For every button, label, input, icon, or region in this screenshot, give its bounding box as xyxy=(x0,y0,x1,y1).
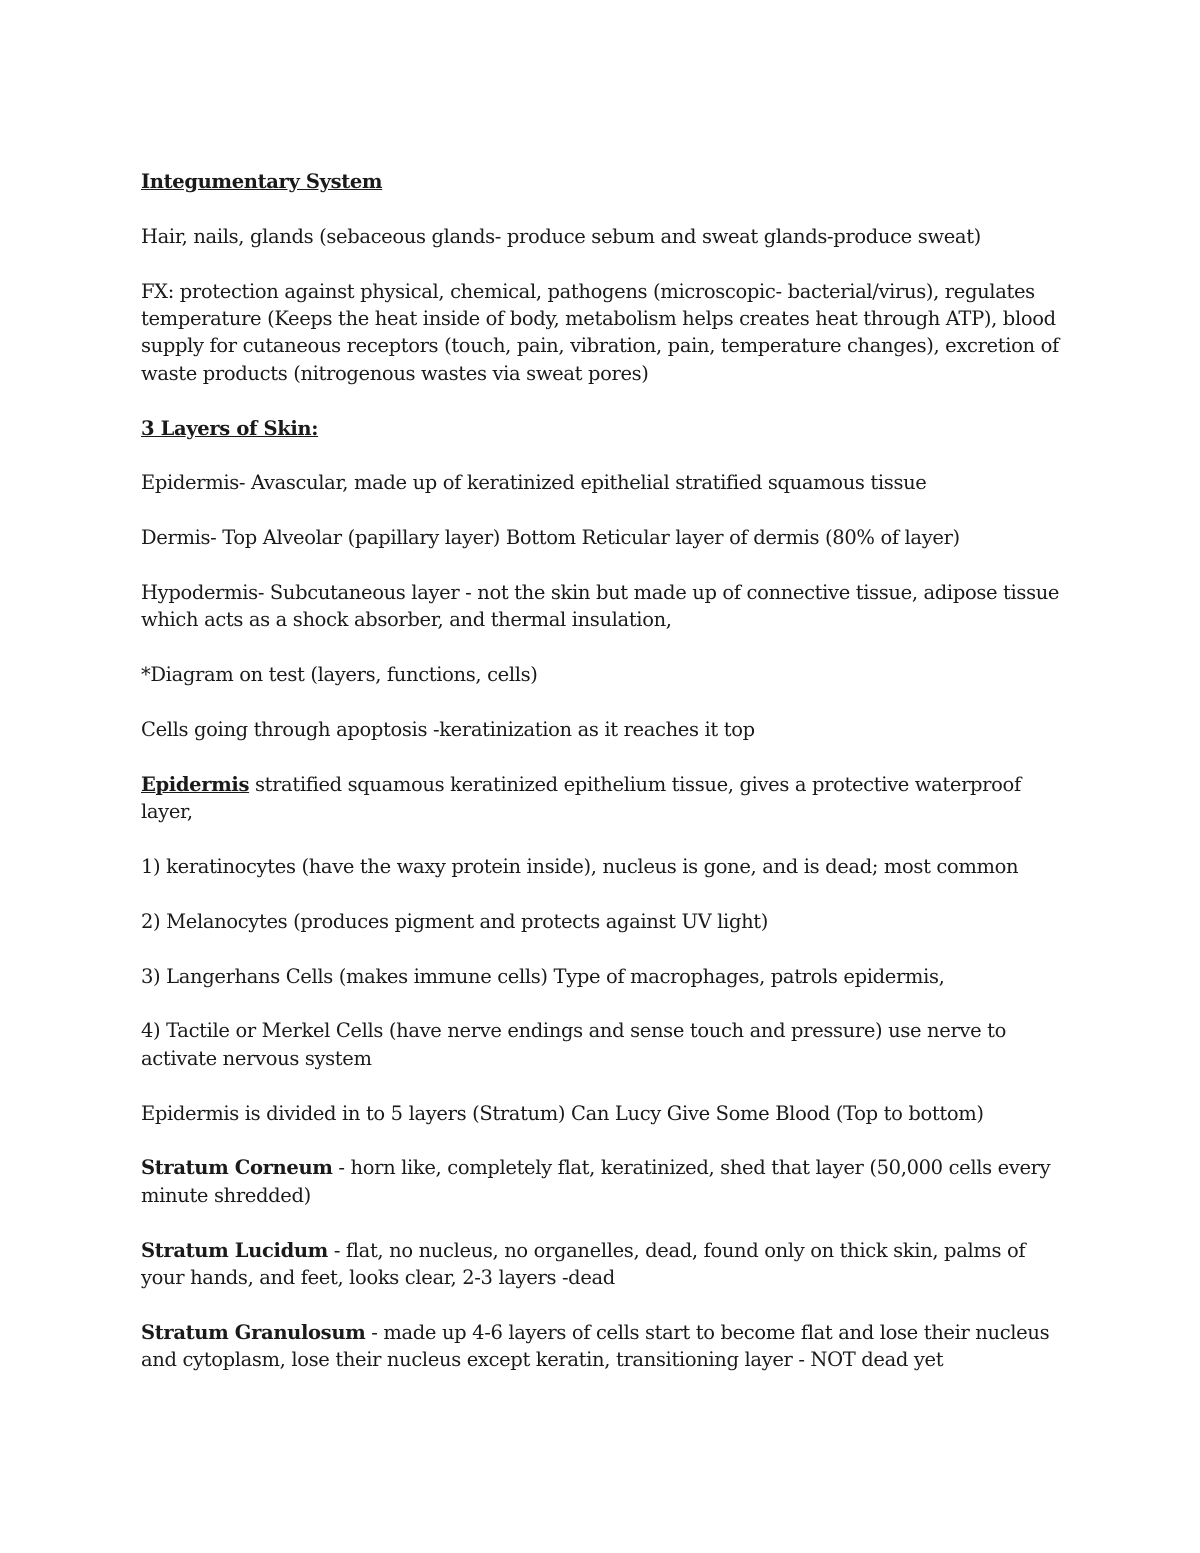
cell-item: 1) keratinocytes (have the waxy protein inside), nucleus is gone, and is dead; most common xyxy=(141,855,1019,878)
cell-item: 4) Tactile or Merkel Cells (have nerve endings and sense touch and pressure) use nerve to activate nervous system xyxy=(141,1019,1006,1070)
epidermis-line: Epidermis- Avascular, made up of keratinized epithelial stratified squamous tissue xyxy=(141,471,927,495)
stratum-item xyxy=(141,1154,1061,1209)
apoptosis-note: Cells going through apoptosis -keratinization as it reaches it top xyxy=(141,718,755,741)
strata-intro: Epidermis is divided in to 5 layers (Stratum) Can Lucy Give Some Blood (Top to bottom) xyxy=(141,1101,984,1125)
epidermis-description: stratified squamous keratinized epithelium tissue, gives a protective waterproof layer, xyxy=(141,772,1021,824)
functions-paragraph: FX: protection against physical, chemical, pathogens (microscopic- bacterial/virus), regulates temperature (Keeps the heat inside of body, metabolism helps creates heat through ATP), blood supply for cutaneous receptors (touch, pain, vibration, pain, temperature changes), excretion of waste products (nitrogenous wastes via sweat pores) xyxy=(141,279,1059,385)
cell-item: 3) Langerhans Cells (makes immune cells) Type of macrophages, patrols epidermis, xyxy=(141,964,945,988)
dermis-line: Dermis- Top Alveolar (papillary layer) Bottom Reticular layer of dermis (80% of layer) xyxy=(141,526,960,550)
layers-heading: 3 Layers of Skin: xyxy=(141,416,319,440)
hypodermis-line: Hypodermis- Subcutaneous layer - not the skin but made up of connective tissue, adipose tissue which acts as a shock absorber, and thermal insulation, xyxy=(141,581,1060,632)
document-title: Integumentary System xyxy=(141,170,383,193)
stratum-description: - horn like, completely flat, keratinized, shed that layer (50,000 cells every minute shredded) xyxy=(141,1156,1051,1207)
stratum-term: Stratum Lucidum xyxy=(141,1238,328,1262)
stratum-term: Stratum Corneum xyxy=(141,1156,333,1180)
document-page xyxy=(141,168,1061,1401)
stratum-description: - made up 4-6 layers of cells start to become flat and lose their nucleus and cytoplasm, lose their nucleus except keratin, transitioning layer - NOT dead yet xyxy=(141,1320,1050,1372)
stratum-item xyxy=(141,1319,1061,1374)
cell-item: 2) Melanocytes (produces pigment and protects against UV light) xyxy=(141,909,769,933)
intro-paragraph: Hair, nails, glands (sebaceous glands- produce sebum and sweat glands-produce sweat) xyxy=(141,224,981,248)
stratum-item xyxy=(141,1237,1061,1292)
stratum-term: Stratum Granulosum xyxy=(141,1320,366,1344)
diagram-note: *Diagram on test (layers, functions, cells) xyxy=(141,663,538,687)
epidermis-section xyxy=(141,771,1061,826)
epidermis-term: Epidermis xyxy=(141,772,250,796)
stratum-description: - flat, no nucleus, no organelles, dead, found only on thick skin, palms of your hands, and feet, looks clear, 2-3 layers -dead xyxy=(141,1238,1026,1289)
